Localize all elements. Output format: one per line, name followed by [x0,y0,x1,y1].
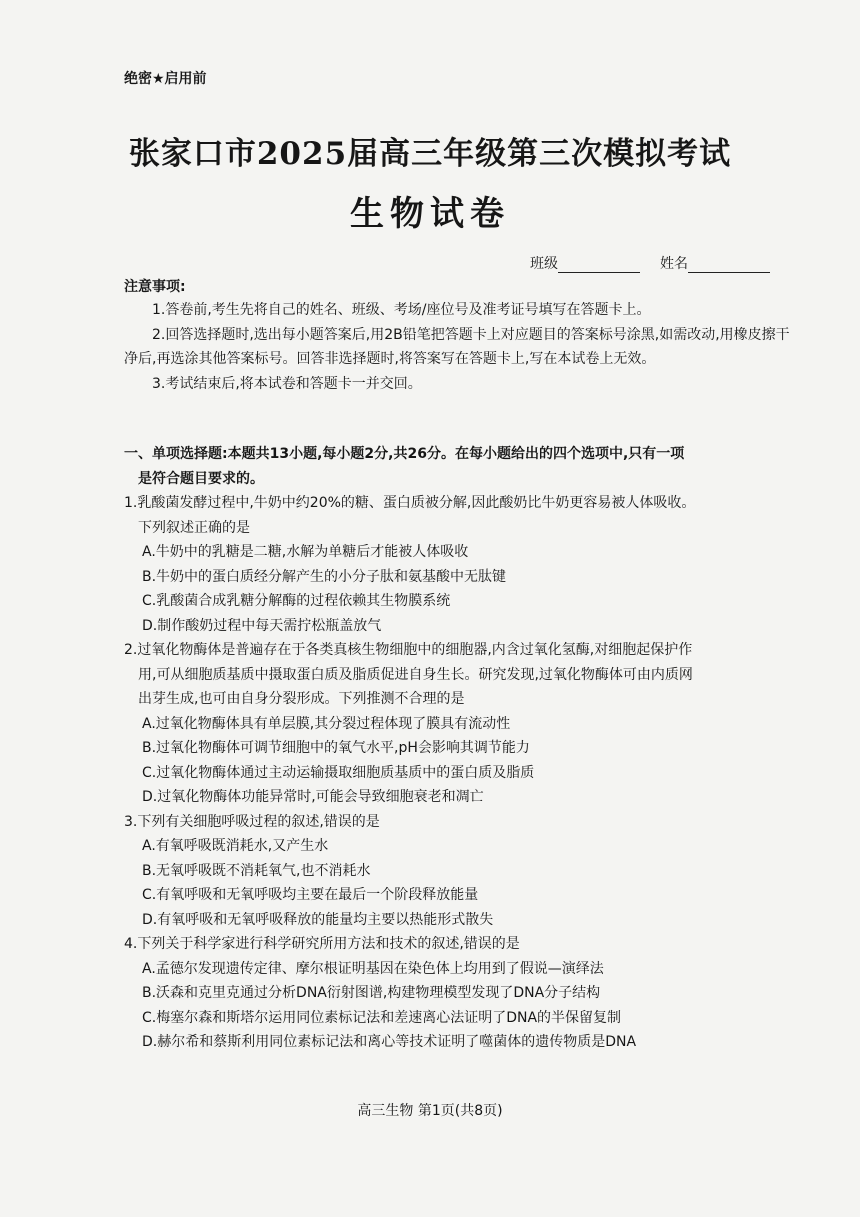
section-heading-line1: 一、单项选择题:本题共13小题,每小题2分,共26分。在每小题给出的四个选项中,只有一项 [124,446,685,462]
name-blank [688,258,770,273]
stem-line: 用,可从细胞质基质中摄取蛋白质及脂质促进自身生长。研究发现,过氧化物酶体可由内质网 [138,666,693,683]
question-1 [124,491,800,638]
option-d: D.赫尔希和蔡斯利用同位素标记法和离心等技术证明了噬菌体的遗传物质是DNA [142,1034,637,1050]
option-d: D.制作酸奶过程中每天需拧松瓶盖放气 [142,617,382,634]
option-b: B.无氧呼吸既不消耗氧气,也不消耗水 [142,862,371,879]
option-b: B.牛奶中的蛋白质经分解产生的小分子肽和氨基酸中无肽键 [142,568,507,585]
stem-line: 3.下列有关细胞呼吸过程的叙述,错误的是 [124,813,380,830]
option-d: D.过氧化物酶体功能异常时,可能会导致细胞衰老和凋亡 [142,789,484,805]
question-stem [124,810,800,835]
note-item: 3.考试结束后,将本试卷和答题卡一并交回。 [152,375,422,392]
class-label: 班级 [530,256,558,272]
stem-line: 2.过氧化物酶体是普遍存在于各类真核生物细胞中的细胞器,内含过氧化氢酶,对细胞起保护作 [124,642,693,658]
option-c: C.梅塞尔森和斯塔尔运用同位素标记法和差速离心法证明了DNA的半保留复制 [142,1009,622,1026]
class-field [530,253,640,273]
notes-heading: 注意事项: [124,279,186,295]
name-field [660,253,770,273]
question-2 [124,638,800,810]
option-b: B.过氧化物酶体可调节细胞中的氧气水平,pH会影响其调节能力 [142,740,530,756]
stem-line: 出芽生成,也可由自身分裂形成。下列推测不合理的是 [138,691,465,707]
option-c: C.有氧呼吸和无氧呼吸均主要在最后一个阶段释放能量 [142,887,479,903]
option-a: A.孟德尔发现遗传定律、摩尔根证明基因在染色体上均用到了假说—演绎法 [142,960,604,977]
name-label: 姓名 [660,256,688,272]
option-d: D.有氧呼吸和无氧呼吸释放的能量均主要以热能形式散失 [142,911,494,928]
question-stem [124,638,800,712]
notes-list [124,298,800,396]
option-c: C.乳酸菌合成乳糖分解酶的过程依赖其生物膜系统 [142,593,451,609]
secret-mark: 绝密★启用前 [124,71,207,87]
note-item: 2.回答选择题时,选出每小题答案后,用2B铅笔把答题卡上对应题目的答案标号涂黑,如需改动,用橡皮擦干净后,再选涂其他答案标号。回答非选择题时,将答案写在答题卡上,写在本试卷上无效。 [124,326,790,367]
question-stem [124,491,800,540]
option-a: A.有氧呼吸既消耗水,又产生水 [142,838,329,854]
option-a: A.牛奶中的乳糖是二糖,水解为单糖后才能被人体吸收 [142,544,469,560]
question-stem [124,932,800,957]
exam-title: 张家口市2025届高三年级第三次模拟考试 [128,136,732,172]
stem-line: 4.下列关于科学家进行科学研究所用方法和技术的叙述,错误的是 [124,936,520,952]
option-c: C.过氧化物酶体通过主动运输摄取细胞质基质中的蛋白质及脂质 [142,764,535,781]
stem-line: 下列叙述正确的是 [138,519,250,536]
question-3 [124,810,800,933]
exam-subtitle: 生物试卷 [350,194,510,234]
option-a: A.过氧化物酶体具有单层膜,其分裂过程体现了膜具有流动性 [142,715,511,732]
option-b: B.沃森和克里克通过分析DNA衍射图谱,构建物理模型发现了DNA分子结构 [142,985,601,1001]
stem-line: 1.乳酸菌发酵过程中,牛奶中约20%的糖、蛋白质被分解,因此酸奶比牛奶更容易被人体吸收。 [124,495,696,511]
note-item: 1.答卷前,考生先将自己的姓名、班级、考场/座位号及准考证号填写在答题卡上。 [152,302,651,318]
question-list [124,491,800,1055]
class-blank [558,258,640,273]
section-heading-line2: 是符合题目要求的。 [138,470,264,487]
section-heading [124,442,800,491]
page-footer: 高三生物 第1页(共8页) [357,1103,503,1119]
question-4 [124,932,800,1055]
